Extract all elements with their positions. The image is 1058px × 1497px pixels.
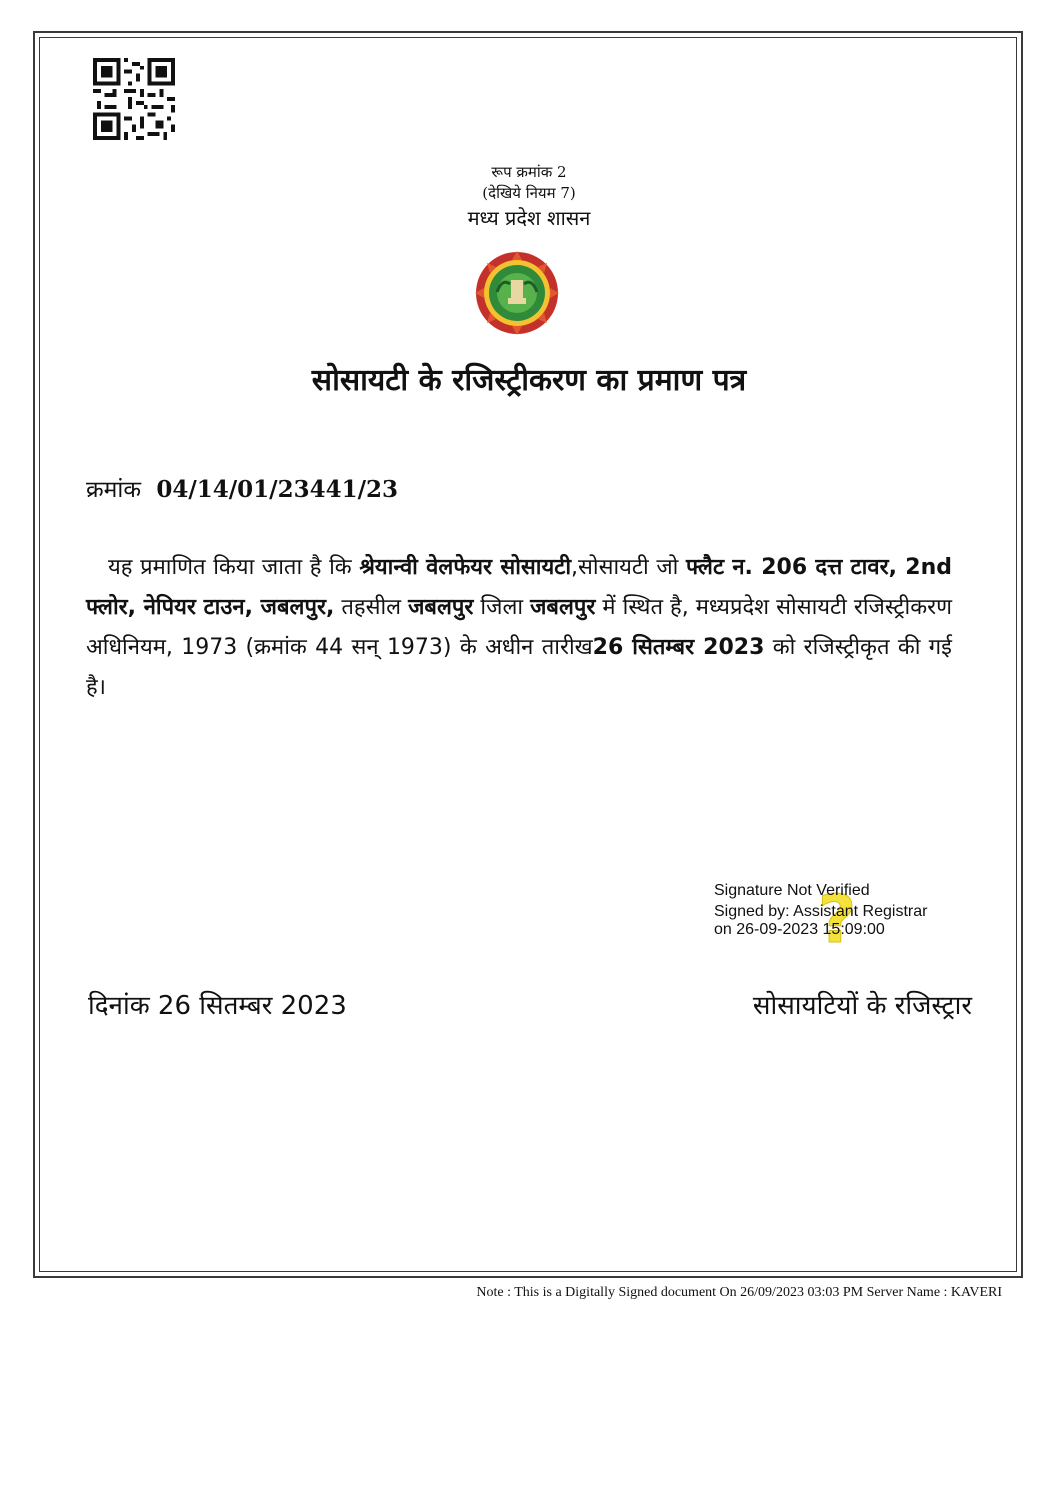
state-emblem-icon: [472, 250, 562, 336]
signature-status: Signature Not Verified: [714, 882, 870, 899]
certificate-title: सोसायटी के रजिस्ट्रीकरण का प्रमाण पत्र: [311, 363, 747, 398]
serial-number: 04/14/01/23441/23: [156, 476, 399, 503]
tehsil-name: जबलपुर: [408, 595, 474, 620]
body-text-1: यह प्रमाणित किया जाता है कि: [108, 555, 360, 580]
serial-label: क्रमांक: [86, 477, 142, 503]
issue-date: दिनांक 26 सितम्बर 2023: [88, 991, 347, 1021]
body-text-4: जिला: [473, 595, 531, 620]
qr-code-icon: [93, 58, 175, 140]
body-text-2: ,सोसायटी जो: [571, 555, 686, 580]
body-text-6: को रजिस्ट्रीकृत की गई है।: [86, 635, 952, 700]
society-address: फ्लैट न. 206 दत्त टावर, 2nd फ्लोर, नेपियर टाउन, जबलपुर,: [86, 555, 952, 620]
certificate-body: [86, 548, 952, 708]
district-name: जबलपुर: [530, 595, 596, 620]
registration-date: 26 सितम्बर 2023: [592, 635, 765, 660]
digital-signature-block: [714, 880, 927, 940]
rule-reference: (देखिये नियम 7): [482, 184, 576, 202]
form-number: रूप क्रमांक 2: [491, 163, 567, 181]
signature-signed-by: Signed by: Assistant Registrar: [714, 903, 928, 920]
body-text-3: तहसील: [334, 595, 409, 620]
svg-text:?: ?: [817, 881, 857, 950]
registrar-title: सोसायटियों के रजिस्ट्रार: [752, 991, 972, 1021]
government-name: मध्य प्रदेश शासन: [467, 206, 591, 230]
digital-signature-note: Note : This is a Digitally Signed document On 26/09/2023 03:03 PM Server Name : KAVERI: [476, 1285, 1002, 1300]
society-name: श्रेयान्वी वेलफेयर सोसायटी: [359, 555, 572, 580]
serial-number-line: [86, 472, 398, 504]
body-text-5: में स्थित है, मध्यप्रदेश सोसायटी रजिस्ट्रीकरण अधिनियम, 1973 (क्रमांक 44 सन् 1973) के अधीन तारीख: [86, 595, 953, 660]
signature-timestamp: on 26-09-2023 15:09:00: [714, 921, 885, 938]
